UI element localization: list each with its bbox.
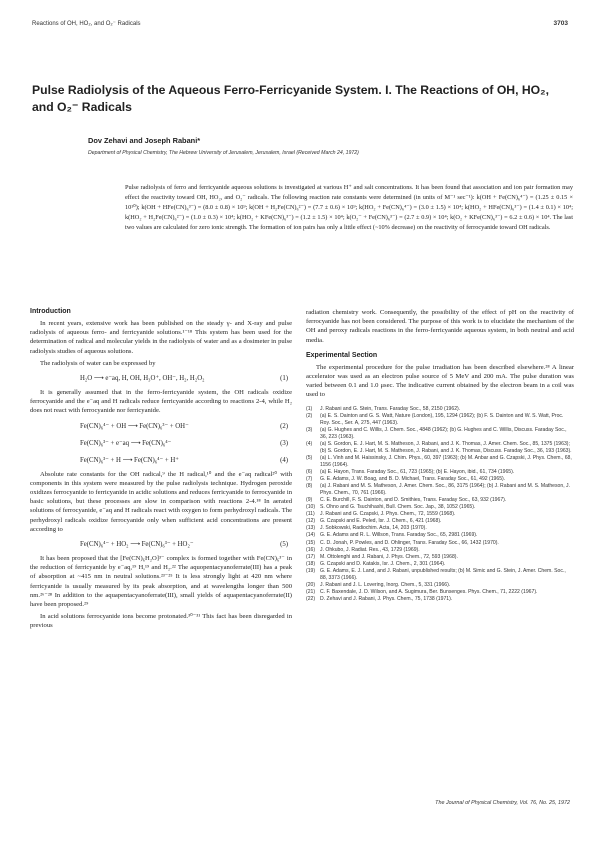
reference-text: M. Ottolenghi and J. Rabani, J. Phys. Chem., 72, 593 (1968). [320, 553, 458, 560]
reference-text: G. Czapski and D. Katakis, Isr. J. Chem., 2, 301 (1964). [320, 560, 446, 567]
reference-number: (22) [306, 595, 316, 602]
reference-text: C. F. Baxendale, J. D. Wilson, and A. Sugimura, Ber. Bunsenges. Phys. Chem., 71, 2222 (1967). [320, 588, 538, 595]
experimental-heading: Experimental Section [306, 351, 378, 359]
reference-item [306, 511, 574, 518]
reference-number: (14) [306, 532, 316, 539]
reference-number: (5) [306, 454, 313, 461]
reference-number: (7) [306, 476, 313, 483]
reference-number: (16) [306, 546, 316, 553]
reference-item [306, 547, 574, 554]
equation-number: (4) [280, 456, 288, 464]
reference-number: (9) [306, 497, 313, 504]
reference-item [306, 455, 574, 469]
article-affiliation: Department of Physical Chemistry, The Hebrew University of Jerusalem, Jerusalem, Israel (Received March 24, 1972) [88, 150, 359, 156]
reference-text: G. E. Adams, J. W. Boag, and B. D. Michael, Trans. Faraday Soc., 61, 492 (1965). [320, 476, 506, 483]
reference-text: J. Ohkubo, J. Radiat. Res., 43, 1729 (1969). [320, 546, 420, 553]
equation-expression: H₂O ⟶ e⁻aq, H, OH, H₃O⁺, OH⁻, H₂, H₂O₂ [80, 375, 205, 383]
equation-number: (1) [280, 375, 288, 383]
reference-text: (a) J. Rabani and M. S. Matheson, J. Amer. Chem. Soc., 86, 3175 (1964); (b) J. Rabani and M. S. Matheson, J. Phys. Chem., 70, 761 (1966). [320, 483, 570, 497]
reference-item [306, 427, 574, 441]
reference-number: (12) [306, 518, 316, 525]
reference-number: (17) [306, 553, 316, 560]
reference-text: S. Ohno and G. Tsuchihashi, Bull. Chem. Soc. Jap., 38, 1052 (1965). [320, 504, 476, 511]
reference-text: (a) E. S. Dainton and G. S. Watt, Nature (London), 195, 1294 (1962); (b) F. S. Dainton and W. S. Watt, Proc. Roy. Soc., Ser. A, 275, 447 (1963). [320, 412, 564, 426]
reference-item [306, 406, 574, 413]
equation-expression: Fe(CN)₆³⁻ + e⁻aq ⟶ Fe(CN)₆⁴⁻ [80, 439, 172, 447]
reference-text: D. Zehavi and J. Rabani, J. Phys. Chem., 75, 1738 (1971). [320, 595, 453, 602]
equation-number: (3) [280, 439, 288, 447]
equation-expression: Fe(CN)₆⁴⁻ + OH ⟶ Fe(CN)₆³⁻ + OH⁻ [80, 422, 189, 430]
reference-number: (2) [306, 412, 313, 419]
reference-item [306, 589, 574, 596]
reference-number: (6) [306, 469, 313, 476]
intro-paragraph: Absolute rate constants for the OH radical,⁹ the H radical,¹⁰ and the e⁻aq radical²⁰ with components in this system were measured by the pulse radiolysis technique. Hydrogen peroxide oxidizes ferrocyanide to ferricyanide in acidic solutions and reduces ferricyanide to ferrocyanide in basic solutions, but these processes are slow in comparison with reactions 2-4.¹⁸ In aerated solutions of ferrocyanide, e⁻aq and H radicals react with oxygen to form perhydroxyl radicals. The perhydroxyl radicals oxidize ferrocyanide only when sufficient acid concentrations are present according to [30, 470, 292, 533]
equation-expression: Fe(CN)₆³⁻ + H ⟶ Fe(CN)₆⁴⁻ + H⁺ [80, 456, 179, 464]
reference-number: (20) [306, 581, 316, 588]
reference-item [306, 568, 574, 582]
intro-paragraph: In acid solutions ferrocyanide ions become protonated.³⁰⁻³¹ This fact has been disregarded in previous [30, 613, 292, 630]
reference-item [306, 582, 574, 589]
reference-number: (3) [306, 426, 313, 433]
article-authors: Dov Zehavi and Joseph Rabani* [88, 136, 201, 145]
reference-number: (4) [306, 440, 313, 447]
reference-text: G. E. Adams, E. J. Land, and J. Rabani, unpublished results; (b) M. Simic and G. Stein, J. Amer. Chem. Soc., 88, 3373 (1966). [320, 567, 566, 581]
right-column [306, 308, 574, 603]
body-paragraph: The experimental procedure for the pulse irradiation has been described elsewhere.²⁸ A linear accelerator was used as an electron pulse source of 5 MeV and 200 mA. The pulse duration was varied between 0.1 and 1.0 μsec. The indicative current obtained by the electron beam in a coil was used to [306, 363, 574, 399]
reference-number: (15) [306, 539, 316, 546]
reference-item [306, 476, 574, 483]
reference-number: (19) [306, 567, 316, 574]
equation [30, 537, 292, 552]
reference-item [306, 540, 574, 547]
reference-item [306, 483, 574, 497]
reference-text: C. E. Burchill, F. S. Dainton, and D. Smithies, Trans. Faraday Soc., 63, 932 (1967). [320, 497, 507, 504]
reference-item [306, 413, 574, 427]
intro-paragraph: It has been proposed that the [Fe(CN)₆H₂O]³⁻ complex is formed together with Fe(CN)₆³⁻ in the reduction of ferricyanide by e⁻aq,¹⁹ H,¹⁹ and H₂.²² The aquopentacyanoferrate(III) has a peak of absorption at ~415 nm in neutral solutions.²³⁻²⁵ It is less strongly light at 420 nm where ferricyanide is usually measured by its peak absorption, and at wavelengths longer than 500 nm.²⁶⁻²⁸ In addition to the aquapentacyanoferrate(III), small yields of aquapentacyanoferrate(II) have been proposed.²⁹ [30, 555, 292, 609]
running-title: Reactions of OH, HO₂, and O₂⁻ Radicals [32, 21, 141, 27]
reference-text: J. Sobkowski, Radiochim. Acta, 14, 203 (1970). [320, 525, 427, 532]
reference-text: J. Rabani and G. Stein, Trans. Faraday Soc., 58, 2150 (1962). [320, 405, 461, 412]
equation-number: (5) [280, 541, 288, 549]
abstract: Pulse radiolysis of ferro and ferricyanide aqueous solutions is investigated at various H⁺ and salt concentrations. It has been found that association and ion pair formation may effect the reactivity toward OH, HO₂, and O₂⁻ radicals. The following reaction rate constants were determined (in units of M⁻¹ sec⁻¹): k(OH + Fe(CN)₆⁴⁻) = (1.25 ± 0.15 × 10¹⁰); k(OH + HFe(CN)₆³⁻) = (8.0 ± 0.8) × 10⁹; k(OH + H₂Fe(CN)₆²⁻) = (7.7 ± 0.6) × 10⁹; k(HO₂ + Fe(CN)₆⁴⁻) = (3.0 ± 1.5) × 10⁴; k(HO₂ + HFe(CN)₆³⁻) = (1.4 ± 0.1) × 10⁴; k(HO₂ + H₂Fe(CN)₆²⁻) = (1.0 ± 0.3) × 10⁴; k(HO₂ + KFe(CN)₆³⁻) = (1.2 ± 1.5) × 10⁴; k(O₂⁻ + Fe(CN)₆³⁻) = (2.7 ± 0.9) × 10⁴; k(O₂ + KFe(CN)₆³⁻) = 6.2 ± 0.6) × 10⁴. The last two values are calculated for zero ionic strength. The formation of ion pairs has only a little effect (~10% decrease) on the reactivity of ferrocyanide toward OH radicals. [125, 184, 573, 232]
reference-item [306, 554, 574, 561]
reference-item [306, 441, 574, 455]
reference-number: (8) [306, 483, 313, 490]
reference-number: (10) [306, 504, 316, 511]
reference-item [306, 532, 574, 539]
equation [30, 419, 292, 434]
reference-number: (13) [306, 525, 316, 532]
reference-number: (21) [306, 588, 316, 595]
reference-text: G. Czapski and E. Peled, Isr. J. Chem., 6, 421 (1968). [320, 518, 442, 525]
reference-number: (1) [306, 405, 313, 412]
journal-footer: The Journal of Physical Chemistry, Vol. 76, No. 25, 1972 [435, 800, 570, 806]
reference-number: (11) [306, 511, 315, 518]
article-title: Pulse Radiolysis of the Aqueous Ferro-Ferricyanide System. I. The Reactions of OH, HO₂, and O₂⁻ Radicals [32, 83, 549, 114]
reference-item [306, 469, 574, 476]
equation [30, 371, 292, 386]
reference-number: (18) [306, 560, 316, 567]
reference-item [306, 497, 574, 504]
reference-list [306, 406, 574, 603]
reference-text: C. D. Jonah, P. Powles, and D. Ohlinger, Trans. Faraday Soc., 66, 1432 (1970). [320, 539, 499, 546]
intro-paragraph: In recent years, extensive work has been published on the steady γ- and X-ray and pulse radiolysis of aqueous ferro- and ferricyanide solutions.¹⁻¹⁸ This system has been used for the determination of radical and molecular yields in the radiolysis of water and as a dosimeter in pulse radiolysis studies of aqueous solutions. [30, 320, 292, 355]
equation [30, 436, 292, 451]
reference-item [306, 504, 574, 511]
reference-text: (a) L. Vinh and M. Haissinsky, J. Chim. Phys., 60, 397 (1963); (b) M. Anbar and G. Czapski, J. Phys. Chem., 68, 1156 (1964). [320, 454, 572, 468]
equation [30, 453, 292, 468]
page-number: 3703 [553, 20, 568, 27]
reference-text: (a) S. Gordon, E. J. Hart, M. S. Matheson, J. Rabani, and J. K. Thomas, J. Amer. Chem. Soc., 85, 1375 (1963); (b) S. Gordon, E. J. Hart, M. S. Matheson, J. Rabani, and J. K. Thomas, Discuss. Faraday Soc., 36, 193 (1963). [320, 440, 572, 454]
reference-item [306, 525, 574, 532]
reference-text: (a) E. Hayon, Trans. Faraday Soc., 61, 723 (1965); (b) E. Hayon, ibid., 61, 734 (1965). [320, 469, 515, 476]
left-column [30, 308, 292, 634]
reference-item [306, 596, 574, 603]
reference-text: (a) G. Hughes and C. Willis, J. Chem. Soc., 4848 (1962); (b) G. Hughes and C. Willis, Discuss. Faraday Soc., 36, 223 (1963). [320, 426, 567, 440]
intro-paragraph: The radiolysis of water can be expressed by [40, 359, 156, 367]
reference-text: J. Rabani and J. L. Lovering, Inorg. Chem., 5, 331 (1966). [320, 581, 451, 588]
reference-text: J. Rabani and G. Czapski, J. Phys. Chem., 72, 1559 (1968). [320, 511, 456, 518]
reference-text: G. E. Adams and R. L. Willson, Trans. Faraday Soc., 65, 2981 (1969). [320, 532, 478, 539]
reference-item [306, 518, 574, 525]
body-paragraph: radiation chemistry work. Consequently, the possibility of the effect of pH on the reactivity of ferrocyanide has not been considered. The purpose of this work is to elucidate the mechanism of the OH and peroxy radicals reactions in the ferro-ferricyanide aqueous system, in both neutral and acid media. [306, 309, 574, 344]
equation-expression: Fe(CN)₆⁴⁻ + HO₂ ⟶ Fe(CN)₆³⁻ + HO₂⁻ [80, 541, 194, 549]
intro-paragraph: It is generally assumed that in the ferro-ferricyanide system, the OH radicals oxidize ferrocyanide and the e⁻aq and H radicals reduce ferricyanide according to reactions 2-4, while H₂ does not react with ferrocyanide nor ferricyanide. [30, 389, 292, 415]
equation-number: (2) [280, 422, 288, 430]
reference-item [306, 561, 574, 568]
introduction-heading: Introduction [30, 308, 71, 315]
